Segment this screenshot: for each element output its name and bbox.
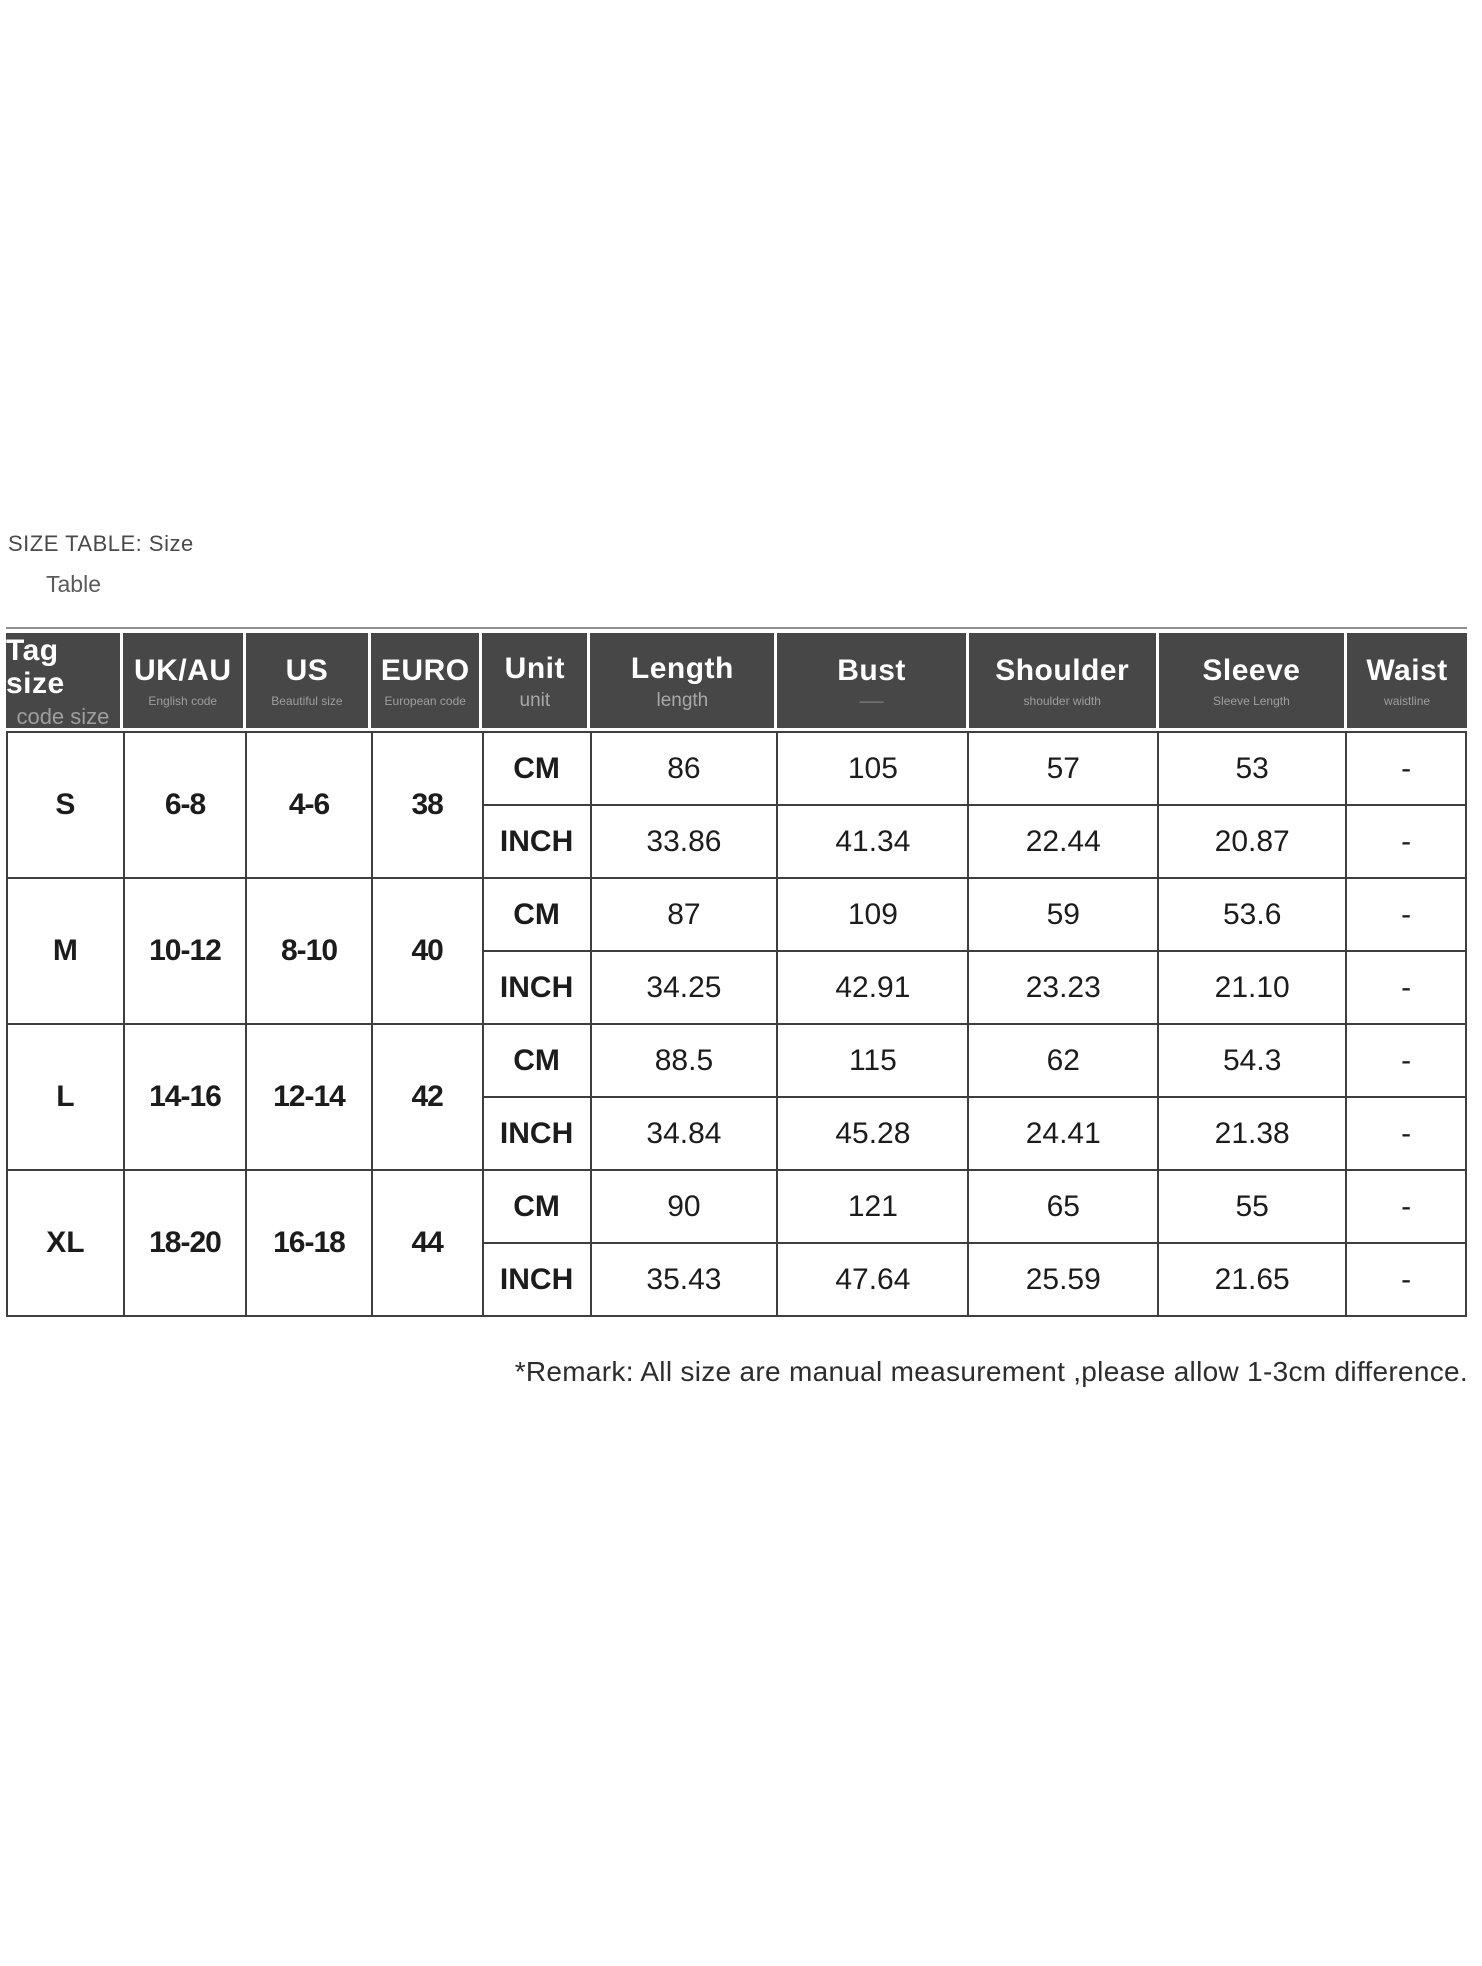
shoulder-value: 24.41 (968, 1097, 1158, 1170)
size-tag-cell: S (7, 732, 124, 878)
header-sublabel: English code (148, 694, 218, 708)
header-unit (482, 633, 590, 728)
us-cell: 4-6 (246, 732, 371, 878)
header-bust (777, 633, 968, 728)
header-us (246, 633, 372, 728)
table-row (7, 732, 1466, 805)
header-sublabel: European code (384, 694, 466, 708)
waist-value: - (1346, 878, 1466, 951)
page-title-line2: Table (46, 571, 101, 597)
sleeve-value: 20.87 (1158, 805, 1346, 878)
waist-value: - (1346, 732, 1466, 805)
euro-cell: 40 (372, 878, 483, 1024)
size-table (6, 627, 1467, 1317)
header-sublabel: code size (16, 703, 110, 729)
bust-value: 45.28 (777, 1097, 968, 1170)
euro-cell: 38 (372, 732, 483, 878)
length-value: 86 (591, 732, 778, 805)
unit-cell: CM (483, 1170, 591, 1243)
waist-value: - (1346, 1097, 1466, 1170)
sleeve-value: 21.38 (1158, 1097, 1346, 1170)
unit-cell: INCH (483, 805, 591, 878)
unit-cell: CM (483, 732, 591, 805)
table-row (7, 1024, 1466, 1097)
sleeve-value: 53.6 (1158, 878, 1346, 951)
unit-cell: INCH (483, 951, 591, 1024)
header-sublabel: unit (519, 689, 551, 711)
waist-value: - (1346, 805, 1466, 878)
shoulder-value: 65 (968, 1170, 1158, 1243)
shoulder-value: 23.23 (968, 951, 1158, 1024)
table-header-row (6, 633, 1467, 728)
header-sublabel: length (656, 689, 709, 711)
length-value: 34.84 (591, 1097, 778, 1170)
table-row (7, 1170, 1466, 1243)
shoulder-value: 59 (968, 878, 1158, 951)
waist-value: - (1346, 1024, 1466, 1097)
header-shoulder (969, 633, 1159, 728)
euro-cell: 42 (372, 1024, 483, 1170)
header-label: Waist (1366, 654, 1448, 687)
bust-value: 41.34 (777, 805, 968, 878)
bust-value: 109 (777, 878, 968, 951)
unit-cell: CM (483, 878, 591, 951)
size-tag-cell: XL (7, 1170, 124, 1316)
unit-cell: INCH (483, 1243, 591, 1316)
table-top-rule (6, 627, 1467, 629)
unit-cell: INCH (483, 1097, 591, 1170)
header-length (590, 633, 777, 728)
size-tag-cell: L (7, 1024, 124, 1170)
header-label: Unit (504, 651, 565, 685)
header-label: Sleeve (1202, 654, 1301, 687)
header-sublabel: —— (859, 694, 884, 708)
page-title-line1: SIZE TABLE: Size (8, 531, 194, 556)
ukau-cell: 6-8 (124, 732, 247, 878)
ukau-cell: 14-16 (124, 1024, 247, 1170)
header-sublabel: shoulder width (1023, 694, 1101, 708)
us-cell: 8-10 (246, 878, 371, 1024)
length-value: 88.5 (591, 1024, 778, 1097)
bust-value: 105 (777, 732, 968, 805)
length-value: 90 (591, 1170, 778, 1243)
shoulder-value: 57 (968, 732, 1158, 805)
unit-cell: CM (483, 1024, 591, 1097)
length-value: 87 (591, 878, 778, 951)
header-sublabel: Beautiful size (271, 694, 343, 708)
euro-cell: 44 (372, 1170, 483, 1316)
sleeve-value: 21.10 (1158, 951, 1346, 1024)
sleeve-value: 55 (1158, 1170, 1346, 1243)
ukau-cell: 18-20 (124, 1170, 247, 1316)
us-cell: 12-14 (246, 1024, 371, 1170)
header-sublabel: waistline (1384, 694, 1431, 708)
size-table-body (6, 731, 1467, 1317)
bust-value: 115 (777, 1024, 968, 1097)
header-sleeve (1159, 633, 1347, 728)
bust-value: 42.91 (777, 951, 968, 1024)
waist-value: - (1346, 1170, 1466, 1243)
ukau-cell: 10-12 (124, 878, 247, 1024)
header-label: US (285, 654, 329, 687)
sleeve-value: 53 (1158, 732, 1346, 805)
header-label: EURO (380, 654, 470, 687)
header-waist (1347, 633, 1467, 728)
shoulder-value: 25.59 (968, 1243, 1158, 1316)
length-value: 35.43 (591, 1243, 778, 1316)
header-euro (371, 633, 482, 728)
page-title (8, 531, 194, 598)
header-sublabel: Sleeve Length (1213, 694, 1290, 708)
sleeve-value: 21.65 (1158, 1243, 1346, 1316)
us-cell: 16-18 (246, 1170, 371, 1316)
header-label: Tag size (6, 633, 65, 700)
size-tag-cell: M (7, 878, 124, 1024)
length-value: 33.86 (591, 805, 778, 878)
header-label: Shoulder (995, 654, 1130, 687)
waist-value: - (1346, 1243, 1466, 1316)
header-label: Bust (837, 654, 906, 687)
sleeve-value: 54.3 (1158, 1024, 1346, 1097)
waist-value: - (1346, 951, 1466, 1024)
shoulder-value: 62 (968, 1024, 1158, 1097)
header-label: UK/AU (133, 654, 232, 687)
length-value: 34.25 (591, 951, 778, 1024)
header-uk-au (123, 633, 246, 728)
remark-note: *Remark: All size are manual measurement ,please allow 1-3cm difference. (514, 1356, 1468, 1387)
shoulder-value: 22.44 (968, 805, 1158, 878)
header-label: Length (630, 651, 734, 685)
bust-value: 121 (777, 1170, 968, 1243)
bust-value: 47.64 (777, 1243, 968, 1316)
table-row (7, 878, 1466, 951)
header-tag-size (6, 633, 123, 728)
